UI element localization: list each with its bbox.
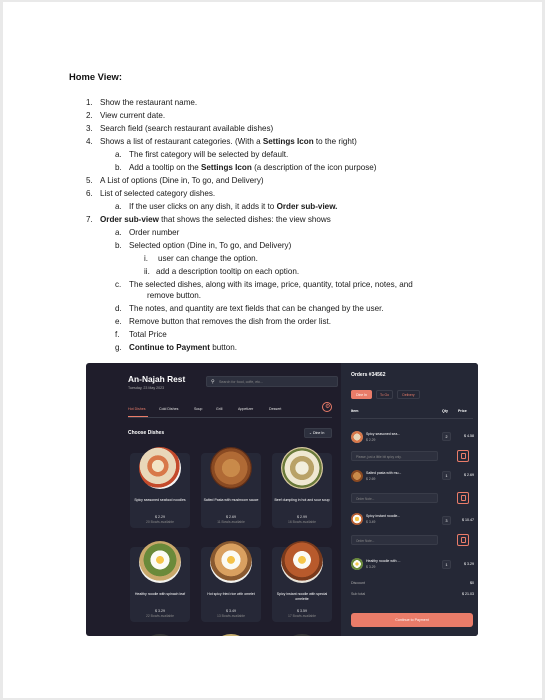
requirement-text: The notes, and quantity are text fields that can be changed by the user. [129, 304, 384, 313]
requirement-line [115, 202, 337, 212]
dish-availability: 13 Bowls available [216, 614, 246, 618]
requirement-text: Total Price [129, 330, 167, 339]
requirement-marker: b. [115, 241, 122, 250]
tab-hot-dishes[interactable]: Hot Dishes [128, 407, 146, 411]
dine-option-select[interactable] [304, 428, 332, 438]
col-item-header: Item [351, 409, 359, 413]
requirement-line [86, 215, 331, 225]
order-item-total: $ 4.58 [464, 434, 474, 438]
requirement-text: Order number [129, 228, 180, 237]
tab-active-indicator [128, 416, 148, 417]
tab-appetizer[interactable]: Appetizer [238, 407, 254, 411]
current-date: Tuesday, 23 May 2023 [128, 386, 165, 390]
doc-title: Home View: [69, 71, 122, 82]
requirement-line [86, 111, 165, 121]
dish-card[interactable] [130, 453, 190, 528]
dish-card[interactable] [201, 453, 261, 528]
dish-price: $ 2.99 [297, 515, 307, 519]
search-placeholder: Search for food, coffe, etc... [219, 380, 264, 384]
tab-soup[interactable]: Soup [194, 407, 203, 411]
requirement-marker: a. [115, 150, 122, 159]
requirement-marker: i. [144, 254, 149, 263]
order-item-qty[interactable]: 1 [442, 471, 451, 480]
option-to-go[interactable]: To Go [376, 390, 393, 399]
requirement-text: List of selected category dishes. [100, 189, 216, 198]
dish-name: Hot spicy fried rice with omelet [207, 592, 255, 596]
requirement-line [115, 228, 179, 238]
requirement-line [144, 254, 258, 264]
dish-availability: 11 Bowls available [217, 520, 245, 524]
order-item-qty[interactable]: 2 [442, 432, 451, 441]
discount-label: Discount [351, 581, 365, 585]
order-item-price: $ 2.69 [366, 477, 376, 481]
dish-image [281, 447, 323, 489]
trash-icon [461, 537, 466, 543]
discount-value: $0 [470, 581, 474, 585]
requirement-line [115, 343, 237, 353]
requirement-marker: g. [115, 343, 122, 352]
dish-availability: 22 Bowls available [145, 614, 175, 618]
continue-to-payment-button[interactable]: Continue to Payment [351, 613, 473, 627]
dish-price: $ 3.29 [155, 609, 165, 613]
trash-icon [461, 453, 466, 459]
dish-card[interactable] [201, 547, 261, 622]
order-item-qty[interactable]: 1 [442, 560, 451, 569]
requirement-text: Remove button that removes the dish from the order list. [129, 317, 331, 326]
requirement-marker: f. [115, 330, 120, 339]
dish-name: Healthy noodle with spinach leaf [134, 592, 186, 596]
order-item-name: Healthy noodle with ... [366, 559, 401, 563]
requirement-bold: Settings Icon [262, 137, 314, 146]
order-item-image [351, 470, 363, 482]
order-item-image [351, 558, 363, 570]
order-note-field[interactable]: Order Note... [351, 535, 438, 545]
requirement-line [115, 280, 413, 290]
remove-button[interactable] [457, 534, 469, 546]
dish-availability: 17 Bowls available [287, 614, 317, 618]
requirement-line [115, 241, 291, 251]
option-dine-in[interactable]: Dine In [351, 390, 372, 399]
requirement-text: Show the restaurant name. [100, 98, 198, 107]
order-item-total: $ 10.47 [462, 518, 474, 522]
requirement-marker: a. [115, 228, 122, 237]
tab-divider [128, 417, 332, 418]
dish-name: Spicy seasoned seafood noodles [134, 498, 186, 502]
order-item-name: Salted pasta with mu... [366, 471, 402, 475]
tab-cold-dishes[interactable]: Cold Dishes [159, 407, 179, 411]
dish-price: $ 2.69 [226, 515, 236, 519]
requirement-line [86, 124, 273, 134]
requirement-bold: Order sub-view. [276, 202, 338, 211]
dish-image [210, 634, 252, 636]
dish-image [139, 634, 181, 636]
requirement-text: Shows a list of restaurant categories. (With a Settings Icon to the right) [100, 137, 357, 146]
requirement-marker: 6. [86, 189, 93, 198]
order-item-qty[interactable]: 3 [442, 516, 451, 525]
trash-icon [461, 495, 466, 501]
requirement-line [144, 267, 299, 277]
requirement-text: add a description tooltip on each option. [156, 267, 300, 276]
dish-image [281, 541, 323, 583]
order-note-field[interactable]: Order Note... [351, 493, 438, 503]
dish-image [139, 541, 181, 583]
requirement-marker: 2. [86, 111, 93, 120]
tab-dessert[interactable]: Dessert [269, 407, 282, 411]
requirement-bold: Settings Icon [201, 163, 252, 172]
gear-icon: ⚙ [325, 404, 331, 410]
order-item-name: Spicy seasoned sea... [366, 432, 401, 436]
col-qty-header: Qty [442, 409, 448, 413]
dish-image [281, 634, 323, 636]
dish-card[interactable] [130, 547, 190, 622]
dish-image [210, 447, 252, 489]
dish-price: $ 3.49 [226, 609, 236, 613]
requirement-marker: 4. [86, 137, 93, 146]
requirement-text: Add a tooltip on the Settings Icon (a description of the icon purpose) [129, 163, 377, 172]
requirement-line [115, 150, 288, 160]
order-item-total: $ 3.29 [464, 562, 474, 566]
requirement-line [86, 189, 215, 199]
order-panel [341, 363, 478, 636]
requirement-text: A List of options (Dine in, To go, and Delivery) [100, 176, 264, 185]
subtotal-value: $ 21.03 [462, 592, 474, 596]
col-price-header: Price [458, 409, 467, 413]
order-number: Orders #34562 [351, 372, 386, 378]
requirement-marker: b. [115, 163, 122, 172]
requirement-text: user can change the option. [158, 254, 258, 263]
requirement-line [86, 98, 197, 108]
document-page [3, 2, 542, 698]
requirement-bold: Order sub-view [100, 215, 159, 224]
requirement-marker: 5. [86, 176, 93, 185]
requirement-text: Continue to Payment button. [129, 343, 237, 352]
requirement-marker: c. [115, 280, 122, 289]
subtotal-label: Sub total [351, 592, 366, 596]
dish-price: $ 3.59 [297, 609, 307, 613]
order-item-price: $ 3.29 [366, 565, 376, 569]
requirement-text: Selected option (Dine in, To go, and Delivery) [129, 241, 292, 250]
requirement-marker: 7. [86, 215, 93, 224]
requirement-marker: ii. [144, 267, 150, 276]
search-field[interactable] [206, 376, 338, 387]
dish-price: $ 2.29 [155, 515, 165, 519]
requirement-marker: 1. [86, 98, 93, 107]
requirement-marker: d. [115, 304, 122, 313]
dish-name: Spicy instant noodle with special omelette [276, 592, 328, 601]
option-delivery[interactable]: Delivery [397, 390, 420, 399]
requirement-text: Search field (search restaurant available dishes) [100, 124, 274, 133]
requirement-marker: a. [115, 202, 122, 211]
requirement-line [115, 317, 331, 327]
requirement-line [115, 304, 384, 314]
requirement-text: The first category will be selected by default. [129, 150, 289, 159]
order-note-field[interactable]: Please, just a little bit spicy only. [351, 451, 438, 461]
order-item-total: $ 2.69 [464, 473, 474, 477]
requirement-text: Order sub-view that shows the selected dishes: the view shows [100, 215, 331, 224]
requirement-text: The selected dishes, along with its image, price, quantity, total price, notes, and [129, 280, 413, 289]
dish-availability: 16 Bowls available [287, 520, 317, 524]
header-divider [351, 418, 473, 419]
dine-option-value: Dine In [313, 431, 325, 435]
dish-card[interactable] [272, 547, 332, 622]
search-icon: ⚲ [211, 379, 215, 385]
dish-image [210, 541, 252, 583]
order-item-name: Spicy instant noodle... [366, 514, 401, 518]
order-item-image [351, 513, 363, 525]
choose-dishes-title: Choose Dishes [128, 430, 165, 436]
requirement-line [86, 176, 264, 186]
requirement-marker: 3. [86, 124, 93, 133]
requirement-text: remove button. [147, 291, 201, 300]
remove-button[interactable] [457, 492, 469, 504]
dish-name: Beef dumpling in hot and sour soup [274, 498, 330, 502]
tab-grill[interactable]: Grill [216, 407, 223, 411]
order-item-price: $ 3.49 [366, 520, 376, 524]
pos-mockup [86, 363, 478, 636]
dish-name: Salted Pasta with mushroom sauce [203, 498, 259, 502]
dish-card[interactable] [272, 453, 332, 528]
requirement-line [133, 291, 201, 301]
dish-availability: 20 Bowls available [145, 520, 175, 524]
requirement-line [86, 137, 357, 147]
requirement-text: View current date. [100, 111, 166, 120]
settings-button[interactable] [322, 402, 332, 412]
requirement-text: If the user clicks on any dish, it adds it to Order sub-view. [129, 202, 338, 211]
requirement-line [115, 330, 167, 340]
order-item-price: $ 2.29 [366, 438, 376, 442]
requirement-marker: e. [115, 317, 122, 326]
dish-image [139, 447, 181, 489]
chevron-down-icon: ⌄ [309, 431, 313, 435]
requirement-line [115, 163, 376, 173]
restaurant-name: An-Najah Rest [128, 374, 186, 384]
order-item-image [351, 431, 363, 443]
category-tabs [128, 407, 294, 415]
requirement-bold: Continue to Payment [129, 343, 210, 352]
remove-button[interactable] [457, 450, 469, 462]
